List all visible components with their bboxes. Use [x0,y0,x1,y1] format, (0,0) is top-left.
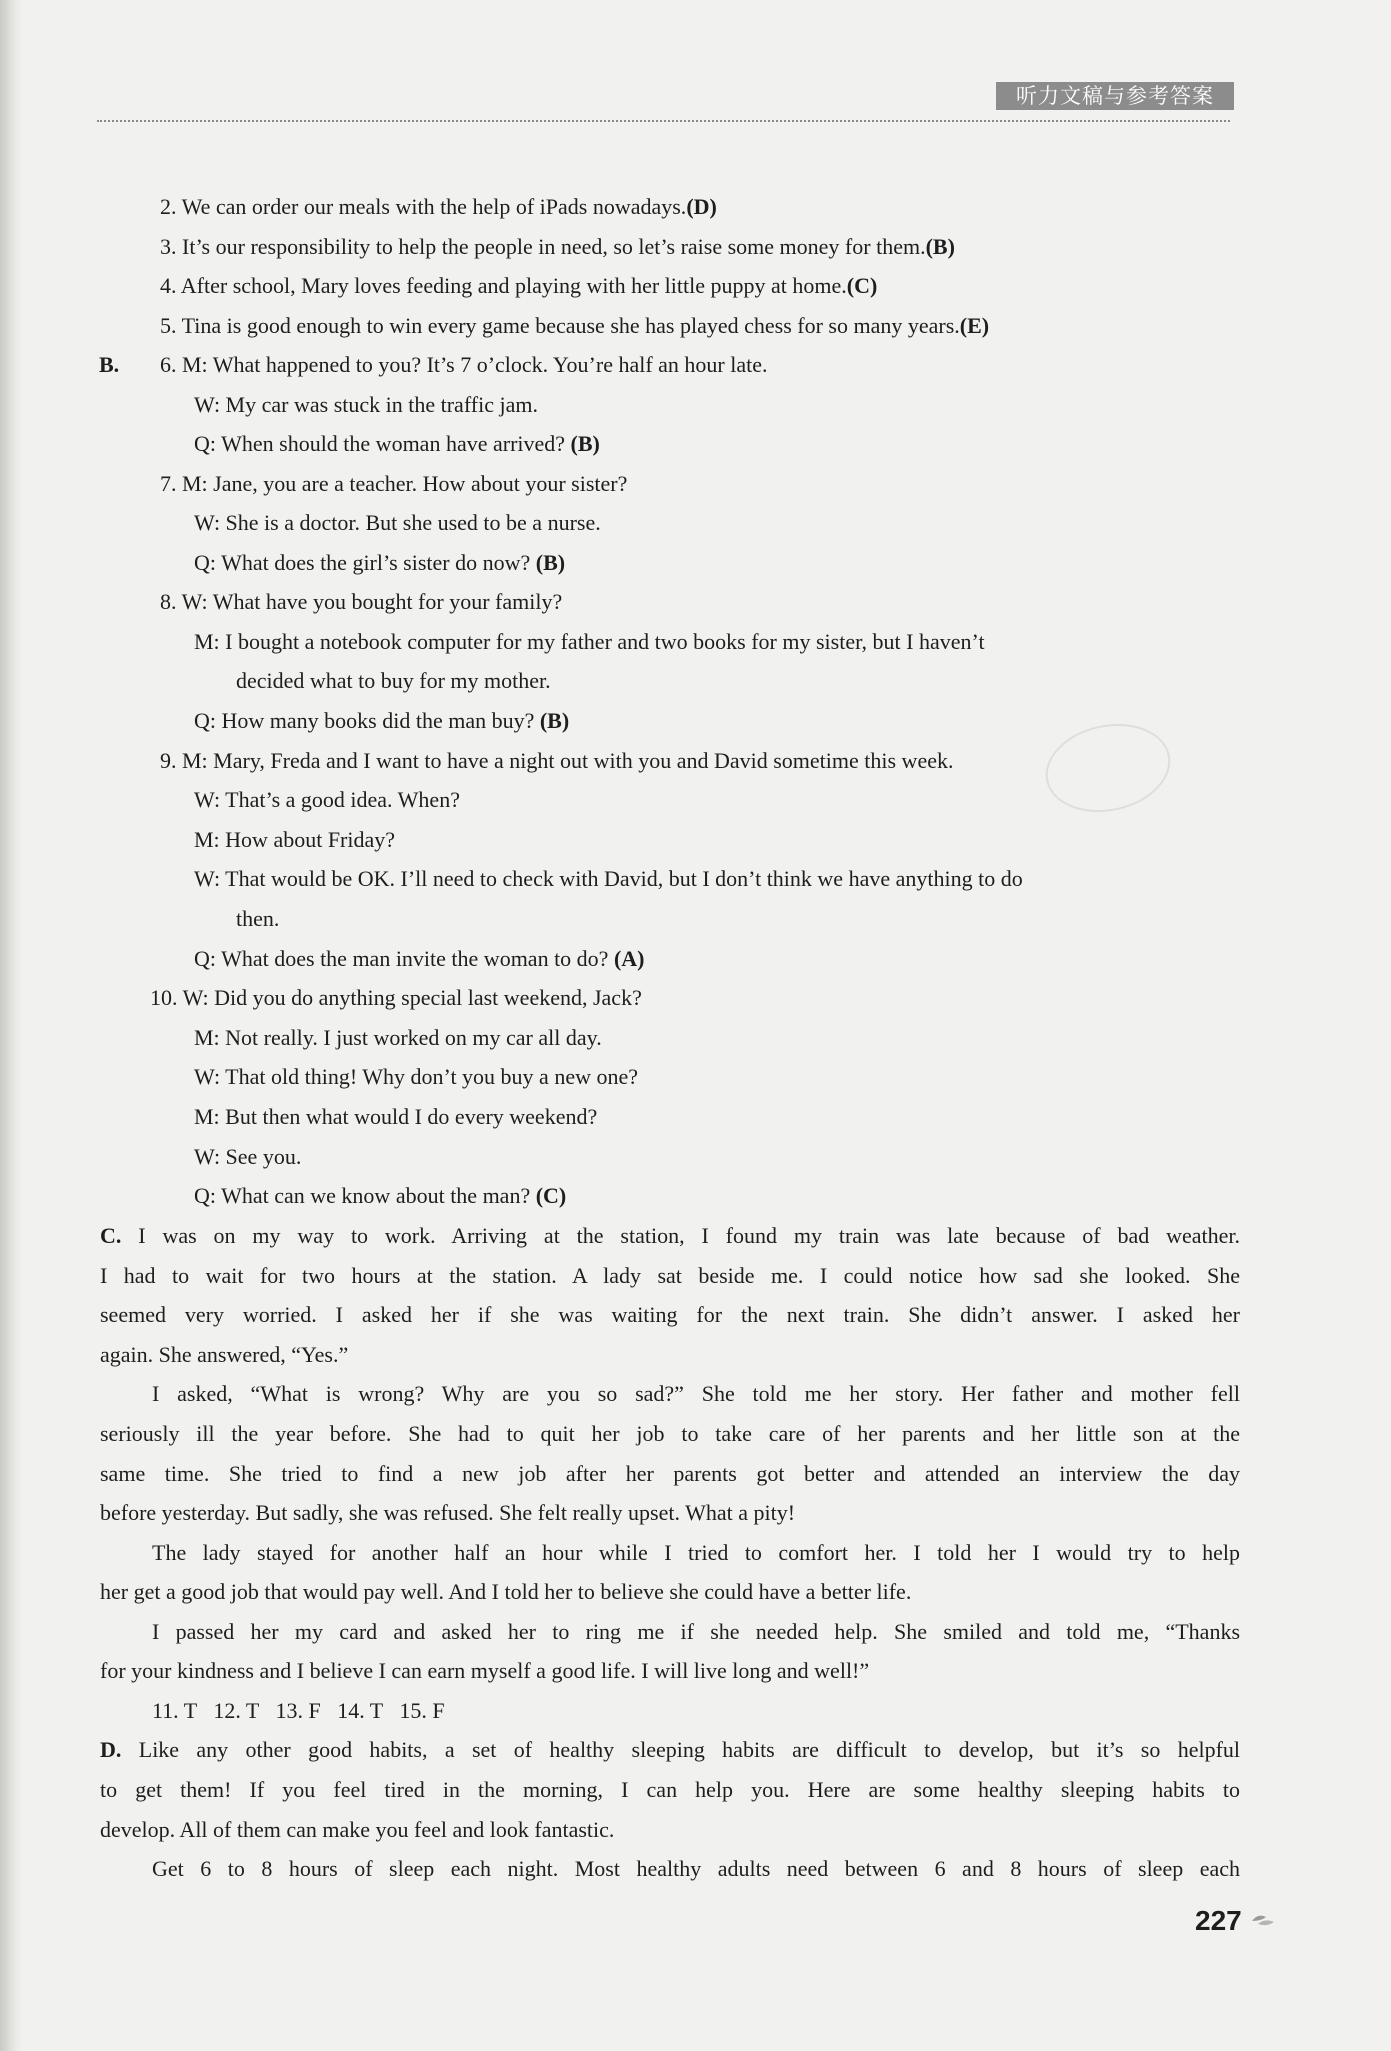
q9-w1: W: That’s a good idea. When? [194,787,460,812]
item-text: 4. After school, Mary loves feeding and playing with her little puppy at home. [160,273,847,298]
q9-m1 [160,746,953,776]
section-c-p3-l2: her get a good job that would pay well. And I told her to believe she could have a better life. [100,1579,912,1604]
question-text: Q: What does the man invite the woman to do? [194,946,609,971]
header-divider [97,120,1230,122]
item-4 [160,271,877,301]
section-c-label: C. [100,1223,122,1248]
q-num: 10. [150,985,178,1010]
item-3 [160,232,955,262]
section-c-p3-l1: The lady stayed for another half an hour while I tried to comfort her. I told her I would try to help [152,1540,1240,1565]
dialog-line: M: What happened to you? It’s 7 o’clock. You’re half an hour late. [182,352,768,377]
q-num: 7. [160,471,177,496]
paragraph-line: I was on my way to work. Arriving at the station, I found my train was late because of bad weather. [138,1223,1240,1248]
q8-q [194,706,569,736]
leaf-ornament-icon [1250,1912,1276,1930]
question-answer: (B) [539,708,570,733]
q-num: 6. [160,352,177,377]
section-d-p1-l3: develop. All of them can make you feel and look fantastic. [100,1817,615,1842]
q9-q [194,944,645,974]
question-answer: (B) [570,431,600,456]
question-text: Q: What can we know about the man? [194,1183,531,1208]
question-text: Q: When should the woman have arrived? [194,431,566,456]
question-text: Q: How many books did the man buy? [194,708,535,733]
dialog-line: M: Mary, Freda and I want to have a night out with you and David sometime this week. [182,748,954,773]
item-answer: (C) [846,273,878,298]
item-2 [160,192,717,222]
section-c-p4-l2: for your kindness and I believe I can earn myself a good life. I will live long and well!” [100,1658,870,1683]
section-b-label: B. [99,352,120,377]
paragraph-line: Like any other good habits, a set of healthy sleeping habits are difficult to develop, but it’s so helpful [138,1737,1241,1762]
q6-w: W: My car was stuck in the traffic jam. [194,392,538,417]
q9-m2: M: How about Friday? [194,827,396,852]
section-c-p1-l2: I had to wait for two hours at the station. A lady sat beside me. I could notice how sad she looked. She [100,1263,1240,1288]
dialog-line: W: What have you bought for your family? [181,589,563,614]
item-text: 3. It’s our responsibility to help the people in need, so let’s raise some money for them. [160,234,926,259]
section-d-p2-l1: Get 6 to 8 hours of sleep each night. Most healthy adults need between 6 and 8 hours of sleep each [152,1856,1240,1881]
header-title: 听力文稿与参考答案 [996,82,1234,110]
section-c-p4-l1: I passed her my card and asked her to ring me if she needed help. She smiled and told me, “Thanks [152,1619,1240,1644]
section-d-p1-l1 [100,1735,1240,1765]
q7-w: W: She is a doctor. But she used to be a nurse. [194,510,601,535]
q9-w2b: then. [236,906,280,931]
section-c-p2-l3: same time. She tried to find a new job after her parents got better and attended an interview the day [100,1461,1240,1486]
question-answer: (B) [535,550,566,575]
item-answer: (D) [686,194,717,219]
section-c-p1-l4: again. She answered, “Yes.” [100,1342,349,1367]
q10-m2: M: But then what would I do every weekend? [194,1104,598,1129]
item-text: 5. Tina is good enough to win every game because she has played chess for so many years. [160,313,960,338]
section-c-p1-l1 [100,1221,1240,1251]
section-c-p2-l1: I asked, “What is wrong? Why are you so sad?” She told me her story. Her father and mother fell [152,1381,1240,1406]
q9-w2a: W: That would be OK. I’ll need to check with David, but I don’t think we have anything to do [194,866,1023,891]
q6-q [194,429,600,459]
dialog-line: M: Jane, you are a teacher. How about your sister? [182,471,628,496]
question-text: Q: What does the girl’s sister do now? [194,550,531,575]
q10-w1 [150,983,642,1013]
section-c-answers: 11. T 12. T 13. F 14. T 15. F [152,1698,445,1723]
section-d-label: D. [100,1737,122,1762]
page-number: 227 [1195,1905,1242,1936]
item-5 [160,311,989,341]
section-c-p2-l2: seriously ill the year before. She had to quit her job to take care of her parents and her little son at the [100,1421,1240,1446]
q-num: 8. [160,589,177,614]
item-text: 2. We can order our meals with the help of iPads nowadays. [160,194,687,219]
section-d-p1-l2: to get them! If you feel tired in the morning, I can help you. Here are some healthy sleeping habits to [100,1777,1240,1802]
faint-stamp-mark [1037,713,1178,823]
q10-q [194,1181,566,1211]
q8-m2: decided what to buy for my mother. [236,668,551,693]
section-c-p2-l4: before yesterday. But sadly, she was refused. She felt really upset. What a pity! [100,1500,796,1525]
question-answer: (A) [613,946,645,971]
q6-m [160,350,768,380]
item-answer: (E) [959,313,990,338]
dialog-line: W: Did you do anything special last weekend, Jack? [182,985,642,1010]
q10-w2: W: That old thing! Why don’t you buy a new one? [194,1064,638,1089]
q-num: 9. [160,748,177,773]
q8-w [160,587,562,617]
item-answer: (B) [925,234,955,259]
page-edge-shadow [0,0,22,2051]
q10-w3: W: See you. [194,1144,302,1169]
section-c-p1-l3: seemed very worried. I asked her if she was waiting for the next train. She didn’t answer. I asked her [100,1302,1240,1327]
q8-m1: M: I bought a notebook computer for my father and two books for my sister, but I haven’t [194,629,985,654]
question-answer: (C) [535,1183,567,1208]
q7-q [194,548,565,578]
q7-m [160,469,627,499]
q10-m1: M: Not really. I just worked on my car all day. [194,1025,602,1050]
